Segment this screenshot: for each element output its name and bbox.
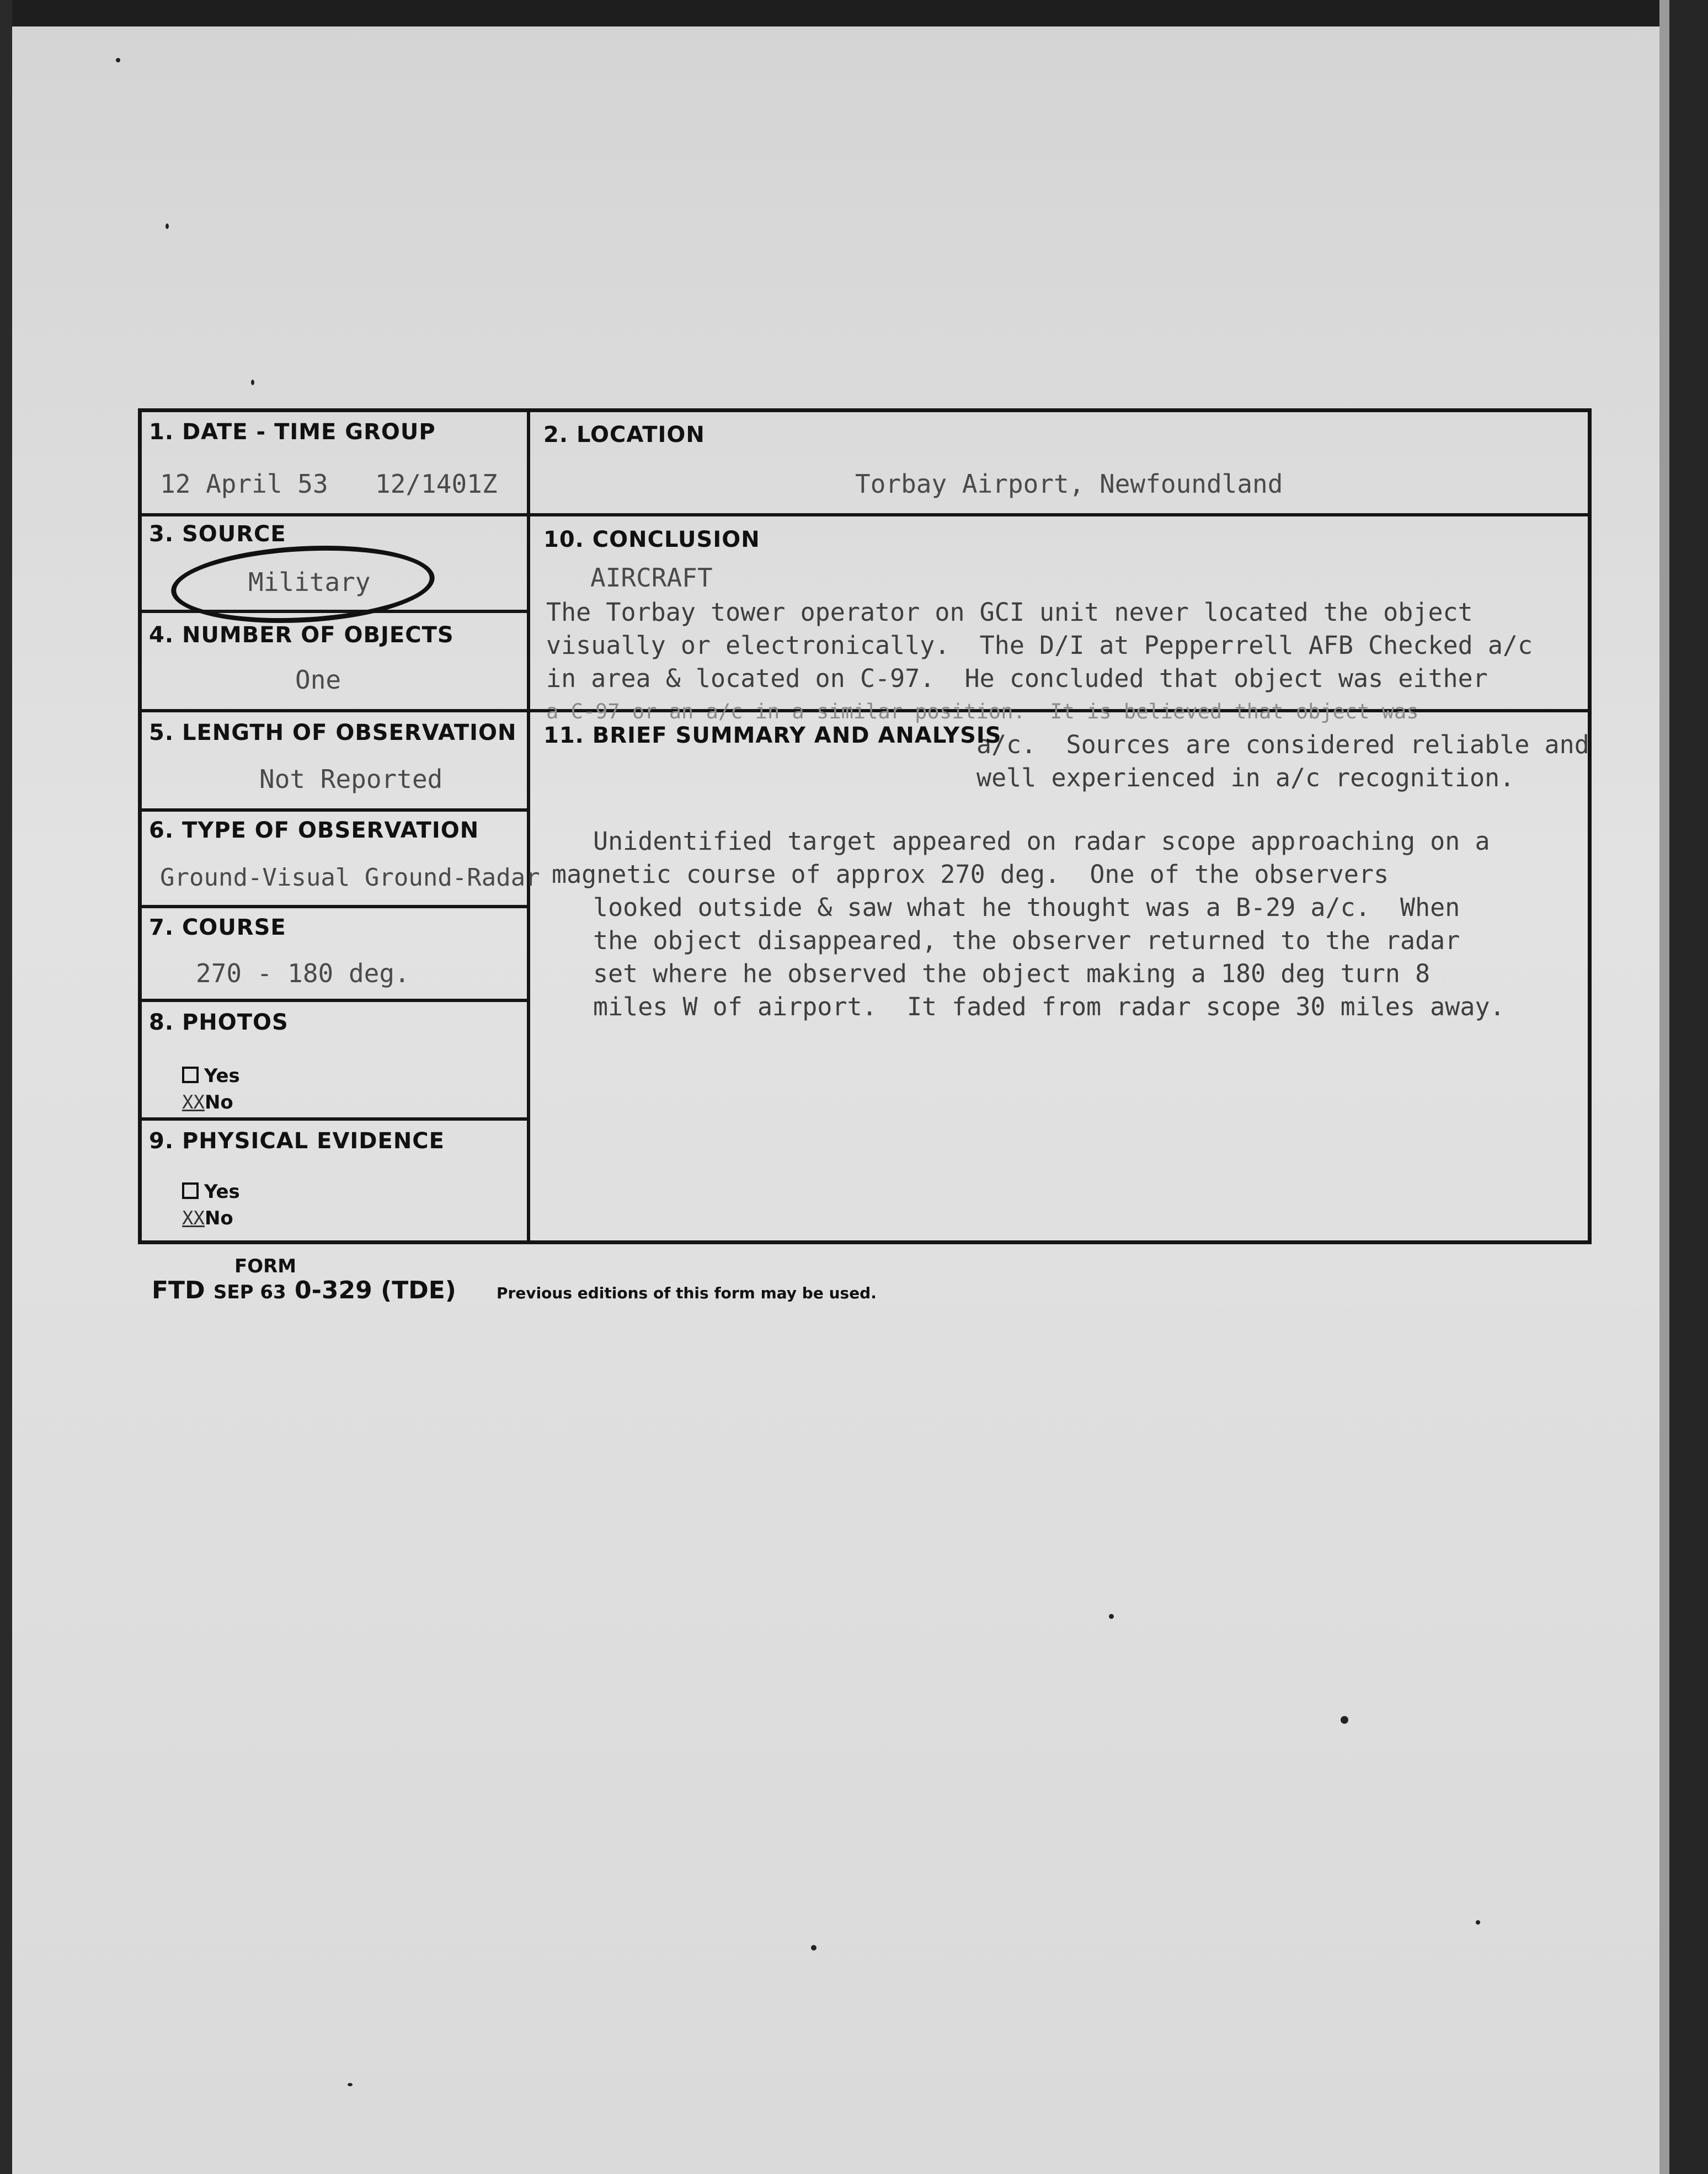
dust-speck	[251, 380, 254, 385]
conclusion-line: a/c. Sources are considered reliable and	[976, 730, 1589, 759]
number-of-objects-label: 4. NUMBER OF OBJECTS	[149, 622, 454, 648]
previous-editions-note: Previous editions of this form may be used.	[497, 1284, 877, 1302]
form-divider	[141, 905, 530, 908]
length-of-observation-label: 5. LENGTH OF OBSERVATION	[149, 720, 517, 745]
date-value: 12 April 53	[160, 469, 328, 499]
form-identifier	[152, 1276, 456, 1304]
summary-line: Unidentified target appeared on radar scope approaching on a	[593, 827, 1490, 856]
scan-edge-right	[1669, 0, 1708, 2174]
dust-speck	[348, 2083, 353, 2086]
form-divider	[141, 1117, 530, 1121]
checkbox-icon	[182, 1067, 199, 1083]
conclusion-line: a C-97 or an a/c in a similar position. It is believed that object was	[546, 700, 1419, 723]
summary-line: the object disappeared, the observer returned to the radar	[593, 926, 1460, 955]
dust-speck	[811, 1945, 816, 1951]
xx-mark: XX	[182, 1207, 205, 1229]
photos-no-label: No	[204, 1091, 233, 1113]
course-value: 270 - 180 deg.	[196, 958, 410, 988]
evidence-yes-label: Yes	[204, 1181, 240, 1203]
form-date: SEP 63	[213, 1281, 286, 1303]
form-divider	[527, 513, 1589, 516]
course-label: 7. COURSE	[149, 915, 286, 940]
conclusion-line: in area & located on C-97. He concluded that object was either	[546, 664, 1488, 693]
ftd-label: FTD	[152, 1276, 205, 1304]
summary-line: looked outside & saw what he thought was a B-29 a/c. When	[593, 893, 1460, 922]
source-label: 3. SOURCE	[149, 521, 286, 547]
dust-speck	[1341, 1716, 1348, 1724]
scan-edge-left	[0, 0, 12, 2174]
type-of-observation-value: Ground-Visual Ground-Radar	[160, 864, 540, 892]
length-of-observation-value: Not Reported	[259, 764, 443, 794]
conclusion-line: visually or electronically. The D/I at Pepperrell AFB Checked a/c	[546, 631, 1533, 660]
conclusion-heading: AIRCRAFT	[590, 563, 713, 593]
checkbox-icon	[182, 1182, 199, 1199]
location-value: Torbay Airport, Newfoundland	[855, 469, 1283, 499]
form-word: FORM	[234, 1255, 297, 1277]
conclusion-line: well experienced in a/c recognition.	[976, 763, 1515, 792]
photos-no-option[interactable]	[182, 1091, 233, 1113]
time-value: 12/1401Z	[375, 469, 498, 499]
date-time-group-label: 1. DATE - TIME GROUP	[149, 419, 436, 445]
conclusion-label: 10. CONCLUSION	[543, 527, 760, 552]
physical-evidence-label: 9. PHYSICAL EVIDENCE	[149, 1128, 445, 1154]
source-value: Military	[248, 567, 371, 597]
form-divider	[141, 513, 530, 516]
scan-edge-top	[0, 0, 1708, 26]
dust-speck	[116, 58, 120, 62]
xx-mark: XX	[182, 1091, 205, 1113]
summary-line: magnetic course of approx 270 deg. One of the observers	[552, 860, 1389, 889]
dust-speck	[1109, 1614, 1114, 1619]
evidence-yes-option[interactable]	[182, 1181, 240, 1203]
evidence-no-label: No	[204, 1207, 233, 1229]
photos-label: 8. PHOTOS	[149, 1010, 289, 1035]
brief-summary-label: 11. BRIEF SUMMARY AND ANALYSIS	[543, 723, 1002, 748]
scan-edge-right-shadow	[1659, 0, 1669, 2174]
form-number: 0-329 (TDE)	[295, 1276, 456, 1304]
number-of-objects-value: One	[295, 665, 341, 695]
summary-line: miles W of airport. It faded from radar scope 30 miles away.	[593, 992, 1505, 1021]
form-divider	[141, 999, 530, 1002]
dust-speck	[166, 223, 169, 229]
photos-yes-option[interactable]	[182, 1065, 240, 1087]
conclusion-line: The Torbay tower operator on GCI unit never located the object	[546, 598, 1473, 627]
photos-yes-label: Yes	[204, 1065, 240, 1087]
location-label: 2. LOCATION	[543, 422, 705, 447]
evidence-no-option[interactable]	[182, 1207, 233, 1229]
form-divider	[141, 808, 530, 812]
summary-line: set where he observed the object making a 180 deg turn 8	[593, 959, 1431, 988]
dust-speck	[1476, 1920, 1480, 1925]
type-of-observation-label: 6. TYPE OF OBSERVATION	[149, 818, 479, 843]
